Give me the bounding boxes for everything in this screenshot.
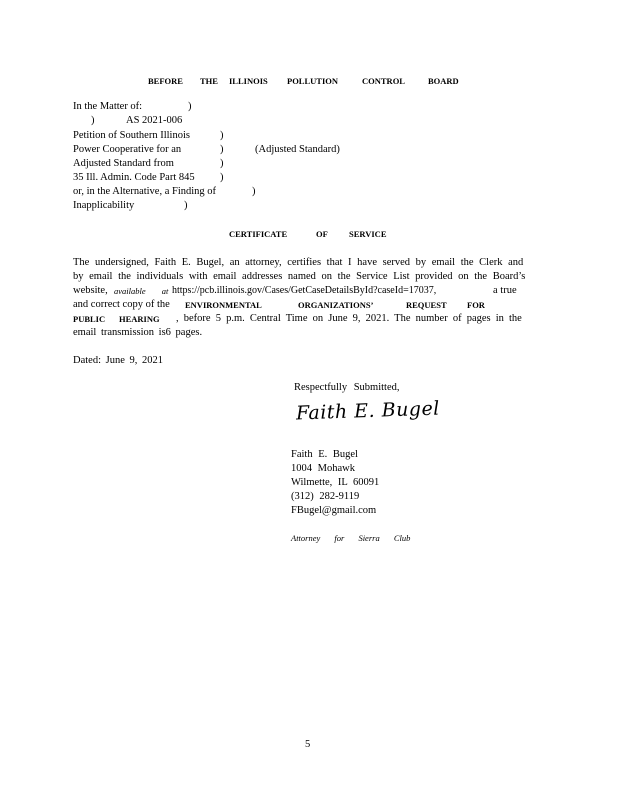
- title-word-before: BEFORE: [148, 76, 183, 86]
- body-line-3-prefix: website,: [73, 285, 108, 296]
- caps-public: PUBLIC: [73, 314, 106, 324]
- caps-environmental: ENVIRONMENTAL: [185, 300, 262, 310]
- cert-word-service: SERVICE: [349, 229, 387, 239]
- caption-line-alternative: or, in the Alternative, a Finding of: [73, 186, 217, 197]
- signer-street: 1004 Mohawk: [291, 463, 355, 474]
- body-line-3-suffix: a true: [493, 285, 517, 296]
- page-number: 5: [305, 739, 311, 750]
- case-number: AS 2021-006: [126, 115, 183, 126]
- body-line-2: by email the individuals with email addresses named on the Service List provided on the Board’s: [73, 271, 526, 282]
- caption-bracket: ): [91, 115, 95, 126]
- caption-bracket: ): [252, 186, 256, 197]
- caption-bracket: ): [184, 200, 188, 211]
- caption-line-adjusted: Adjusted Standard from: [73, 158, 174, 169]
- caption-line-code: 35 Ill. Admin. Code Part 845: [73, 172, 195, 183]
- signer-email[interactable]: FBugel@gmail.com: [291, 505, 377, 516]
- body-line-1: The undersigned, Faith E. Bugel, an attorney, certifies that I have served by email the Clerk and: [73, 257, 524, 268]
- caps-request: REQUEST: [406, 300, 447, 310]
- signer-name: Faith E. Bugel: [291, 449, 358, 460]
- caption-bracket: ): [220, 172, 224, 183]
- caps-hearing: HEARING: [119, 314, 160, 324]
- title-word-control: CONTROL: [362, 76, 405, 86]
- signer-phone: (312) 282-9119: [291, 491, 360, 502]
- title-word-pollution: POLLUTION: [287, 76, 339, 86]
- signer-city: Wilmette, IL 60091: [291, 477, 380, 488]
- body-line-3-italic: available at: [114, 286, 169, 296]
- caption-bracket: ): [220, 158, 224, 169]
- caption-bracket: ): [220, 144, 224, 155]
- caps-organizations: ORGANIZATIONS’: [298, 300, 374, 310]
- caption-line-power: Power Cooperative for an: [73, 144, 182, 155]
- cert-word-certificate: CERTIFICATE: [229, 229, 288, 239]
- title-word-the: THE: [200, 76, 218, 86]
- body-line-4-prefix: and correct copy of the: [73, 299, 170, 310]
- caps-for: FOR: [467, 300, 485, 310]
- title-word-illinois: ILLINOIS: [229, 76, 268, 86]
- body-line-6: email transmission is6 pages.: [73, 327, 203, 338]
- caption-bracket: ): [188, 101, 192, 112]
- signer-role: Attorney for Sierra Club: [291, 533, 411, 543]
- caption-bracket: ): [220, 130, 224, 141]
- cert-word-of: OF: [316, 229, 328, 239]
- handwritten-signature: Faith E. Bugel: [295, 397, 441, 425]
- body-line-5-rest: , before 5 p.m. Central Time on June 9, 2021. The number of pages in the: [176, 313, 522, 324]
- title-word-board: BOARD: [428, 76, 459, 86]
- closing: Respectfully Submitted,: [294, 382, 400, 393]
- caption-line-matter: In the Matter of:: [73, 101, 143, 112]
- caption-line-petition: Petition of Southern Illinois: [73, 130, 190, 141]
- adjusted-standard-label: (Adjusted Standard): [255, 144, 340, 155]
- caption-line-inapplicability: Inapplicability: [73, 200, 135, 211]
- date-line: Dated: June 9, 2021: [73, 355, 163, 366]
- service-list-url[interactable]: https://pcb.illinois.gov/Cases/GetCaseDetailsById?caseId=17037,: [172, 285, 437, 296]
